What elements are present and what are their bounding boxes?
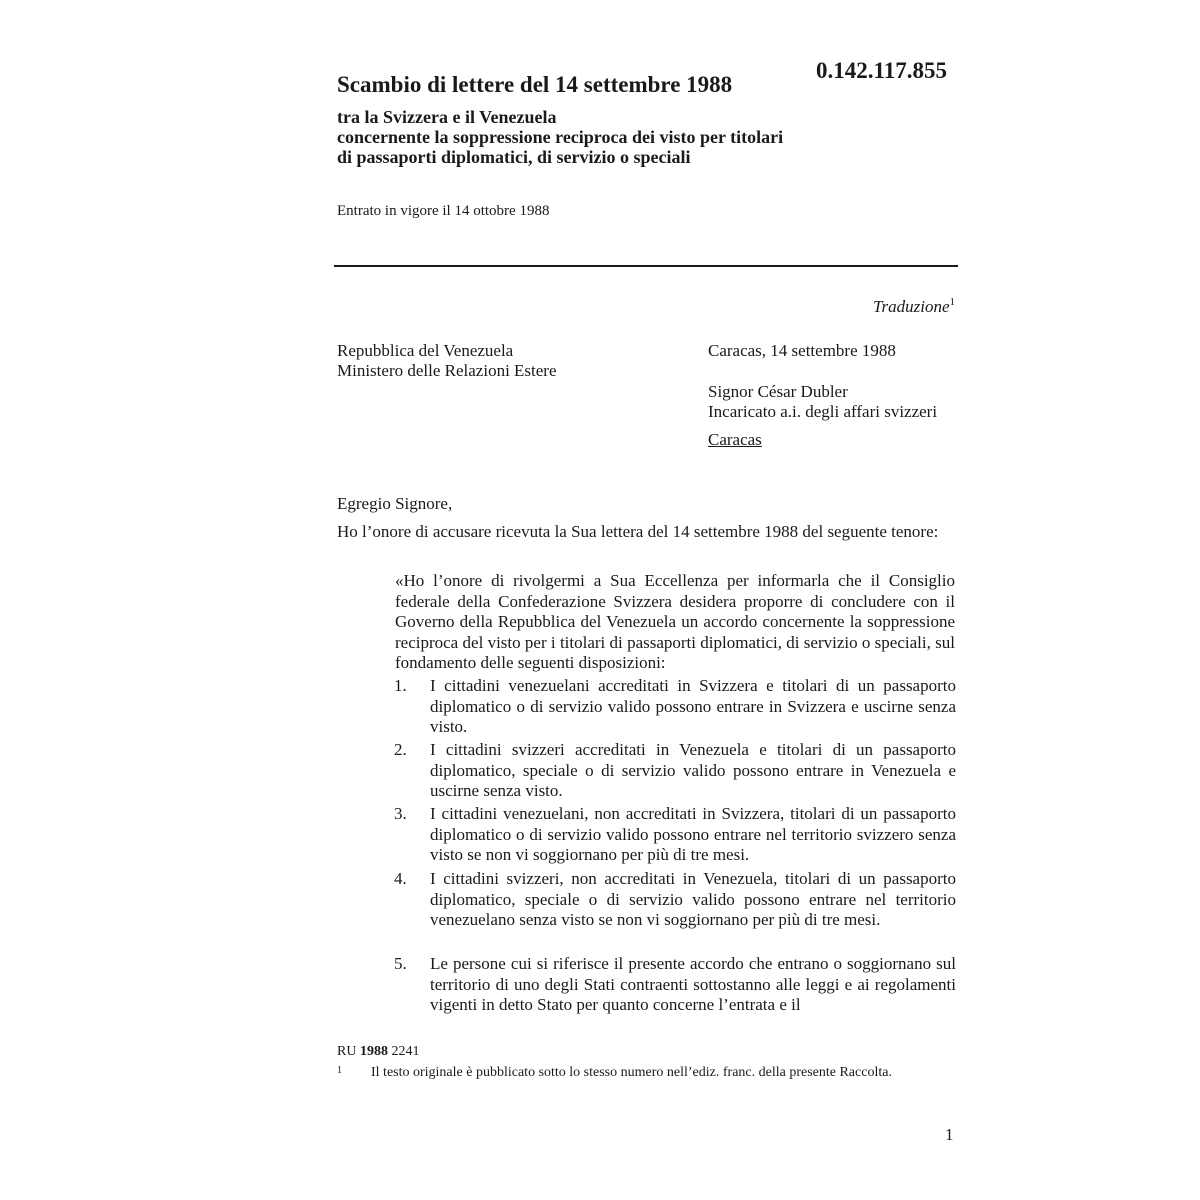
translation-note	[873, 297, 955, 317]
subtitle-line: concernente la soppressione reciproca dei visto per titolari	[337, 127, 784, 147]
translation-label: Traduzione	[872, 297, 950, 316]
provision-text: I cittadini svizzeri, non accreditati in Venezuela, titolari di un passaporto diplomatico, speciale o di servizio valido possono entrare nel territorio venezuelano senza visto se non vi soggiornano per più di tre mesi.	[430, 869, 956, 929]
subtitle-line: di passaporti diplomatici, di servizio o speciali	[337, 147, 691, 167]
provision-text: I cittadini svizzeri accreditati in Venezuela e titolari di un passaporto diplomatico, speciale o di servizio valido possono entrare in Venezuela e uscirne senza visto.	[430, 740, 956, 800]
provision-item	[394, 869, 956, 931]
provision-item	[394, 954, 956, 1016]
provision-item	[394, 804, 956, 866]
provision-text: I cittadini venezuelani accreditati in Svizzera e titolari di un passaporto diplomatico o di servizio valido possono entrare in Svizzera e uscirne senza visto.	[430, 676, 956, 736]
letter-recipient	[708, 382, 937, 422]
provision-text: I cittadini venezuelani, non accreditati in Svizzera, titolari di un passaporto diplomatico o di servizio valido possono entrare nel territorio svizzero senza visto se non vi soggiornano per più di tre mesi.	[430, 804, 956, 864]
official-collection-reference	[337, 1044, 419, 1060]
quoted-letter-opening: «Ho l’onore di rivolgermi a Sua Eccellenza per informarla che il Consiglio federale della Confederazione Svizzera desidera proporre di concludere con il Governo della Repubblica del Venezuela un accordo concernente la soppressione reciproca del visto per i titolari di passaporti diplomatici, di servizio o speciali, sul fondamento delle seguenti disposizioni:	[395, 571, 955, 672]
provision-text: Le persone cui si riferisce il presente accordo che entrano o soggiornano sul territorio di uno degli Stati contraenti sottostanno alle leggi e ai regolamenti vigenti in detto Stato per quanto concerne l’entrata e il	[430, 954, 956, 1014]
letter-intro: Ho l’onore di accusare ricevuta la Sua lettera del 14 settembre 1988 del seguente tenore:	[337, 522, 939, 541]
provision-number: 4.	[394, 869, 407, 888]
letter-place-date: Caracas, 14 settembre 1988	[708, 341, 896, 360]
sender-line: Ministero delle Relazioni Estere	[337, 361, 557, 380]
letter-sender	[337, 341, 557, 381]
provision-number: 1.	[394, 676, 407, 695]
recipient-line: Incaricato a.i. degli affari svizzeri	[708, 402, 938, 421]
entry-into-force: Entrato in vigore il 14 ottobre 1988	[337, 203, 550, 219]
ru-page: 2241	[391, 1044, 420, 1059]
document-subtitle	[337, 107, 957, 167]
provision-number: 5.	[394, 954, 407, 973]
recipient-line: Signor César Dubler	[708, 382, 848, 401]
letter-salutation: Egregio Signore,	[337, 494, 453, 513]
recipient-city: Caracas	[708, 430, 762, 449]
ru-prefix: RU	[337, 1044, 357, 1059]
document-title: Scambio di lettere del 14 settembre 1988	[337, 72, 733, 97]
provision-number: 3.	[394, 804, 407, 823]
footnote-text: Il testo originale è pubblicato sotto lo stesso numero nell’ediz. franc. della presente Raccolta.	[371, 1065, 892, 1080]
sr-number: 0.142.117.855	[816, 58, 947, 83]
provision-item	[394, 676, 956, 738]
page-number: 1	[945, 1125, 954, 1144]
provision-number: 2.	[394, 740, 407, 759]
header-divider	[334, 265, 958, 267]
subtitle-line: tra la Svizzera e il Venezuela	[337, 107, 557, 127]
footnote-mark: 1	[337, 1065, 342, 1076]
ru-year: 1988	[359, 1044, 388, 1059]
provision-item	[394, 740, 956, 802]
footnote	[337, 1064, 937, 1081]
sender-line: Repubblica del Venezuela	[337, 341, 514, 360]
footnote-reference[interactable]: 1	[949, 296, 955, 308]
